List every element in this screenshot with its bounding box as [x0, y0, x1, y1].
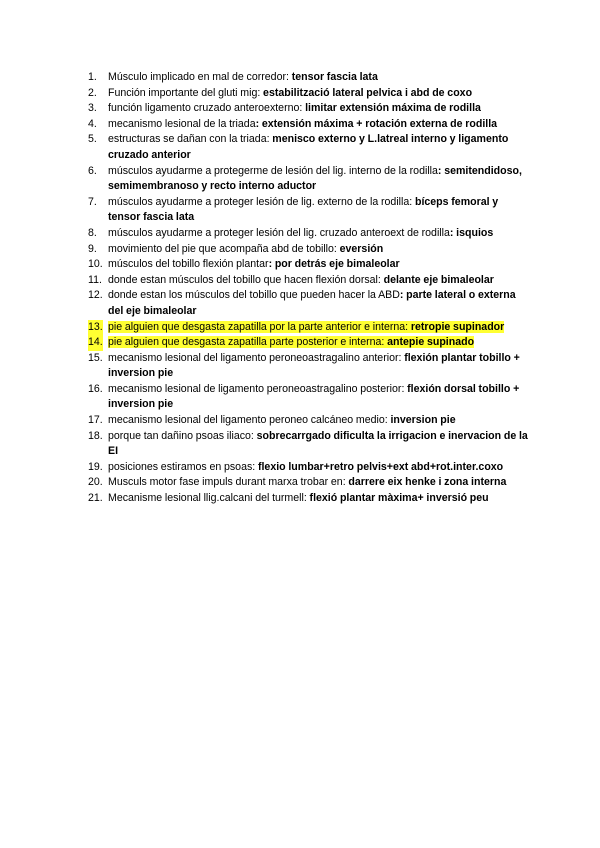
item-number: 16.	[88, 382, 103, 395]
list-item	[88, 273, 530, 289]
item-text	[108, 258, 400, 270]
item-number: 19.	[88, 460, 103, 473]
item-number: 9.	[88, 242, 97, 255]
item-question: posiciones estiramos en psoas:	[108, 460, 258, 473]
item-text	[108, 118, 497, 130]
item-text	[108, 430, 528, 458]
item-answer: : isquios	[449, 226, 494, 239]
item-number: 5.	[88, 133, 97, 146]
item-question: mecanismo lesional de la triada	[108, 117, 256, 130]
item-text	[108, 414, 456, 426]
item-number: 3.	[88, 102, 97, 115]
item-text	[108, 476, 506, 488]
list-item	[88, 413, 530, 429]
item-answer: : extensión máxima + rotación externa de rodilla	[255, 117, 498, 130]
item-text	[108, 71, 378, 83]
item-question: mecanismo lesional del ligamento peroneoastragalino anterior:	[108, 351, 405, 364]
item-question: Músculo implicado en mal de corredor:	[108, 71, 292, 83]
list-item	[88, 101, 530, 117]
item-question: donde estan músculos del tobillo que hacen flexión dorsal:	[108, 273, 384, 286]
item-answer: retropie supinador	[410, 320, 505, 333]
item-answer: bíceps femoral y tensor fascia lata	[108, 195, 499, 224]
item-answer: delante eje bimaleolar	[383, 273, 494, 286]
item-question: mecanismo lesional de ligamento peroneoastragalino posterior:	[108, 382, 408, 395]
list-item	[88, 475, 530, 491]
list-item	[88, 288, 530, 319]
item-answer: darrere eix henke i zona interna	[348, 476, 507, 489]
item-question: función ligamento cruzado anteroexterno:	[108, 102, 306, 115]
item-answer: flexión dorsal tobillo + inversion pie	[108, 382, 520, 411]
list-item	[88, 117, 530, 133]
item-text	[108, 289, 516, 317]
item-number: 21.	[88, 492, 103, 505]
item-number: 7.	[88, 195, 97, 208]
item-number: 14.	[88, 335, 103, 351]
item-answer: eversión	[339, 242, 384, 255]
item-answer: tensor fascia lata	[291, 71, 378, 83]
item-question: Musculs motor fase impuls durant marxa trobar en:	[108, 476, 349, 489]
item-number: 20.	[88, 476, 103, 489]
item-question: músculos del tobillo flexión plantar	[108, 258, 269, 271]
item-text	[108, 196, 498, 224]
item-number: 10.	[88, 258, 103, 271]
item-question: donde estan los músculos del tobillo que pueden hacer la ABD	[108, 289, 400, 302]
item-question: músculos ayudarme a proteger lesión del lig. cruzado anteroext de rodilla	[108, 226, 450, 239]
list-item	[88, 132, 530, 163]
item-number: 6.	[88, 164, 97, 177]
item-answer: sobrecarrgado dificulta la irrigacion e inervacion de la EI	[108, 429, 528, 458]
list-item	[88, 351, 530, 382]
item-question: Mecanisme lesional llig.calcani del turmell:	[108, 492, 310, 505]
item-text	[108, 133, 508, 161]
list-item	[88, 257, 530, 273]
item-answer: inversion pie	[390, 414, 456, 427]
item-number: 15.	[88, 351, 103, 364]
item-number: 4.	[88, 117, 97, 130]
item-text	[108, 274, 494, 286]
list-item	[88, 195, 530, 226]
list-item	[88, 460, 530, 476]
item-answer: : por detrás eje bimaleolar	[268, 258, 400, 271]
item-text	[108, 383, 519, 411]
list-item	[88, 491, 530, 507]
item-answer: antepie supinado	[387, 336, 475, 349]
item-question: pie alguien que desgasta zapatilla parte posterior e interna:	[108, 336, 388, 349]
item-question: porque tan dañino psoas iliaco:	[108, 429, 257, 442]
item-number: 2.	[88, 86, 97, 99]
item-number: 1.	[88, 71, 97, 83]
item-answer: : parte lateral o externa del eje bimaleolar	[108, 289, 516, 317]
list-item	[88, 382, 530, 413]
list-item	[88, 70, 530, 86]
item-question: Función importante del gluti mig:	[108, 86, 264, 99]
item-question: músculos ayudarme a proteger lesión de lig. externo de la rodilla:	[108, 195, 415, 208]
item-text	[108, 243, 383, 255]
item-answer: flexión plantar tobillo + inversion pie	[108, 351, 520, 380]
list-item	[88, 335, 530, 351]
item-number: 13.	[88, 320, 103, 336]
item-answer: flexio lumbar+retro pelvis+ext abd+rot.inter.coxo	[257, 460, 504, 473]
item-number: 18.	[88, 429, 103, 442]
item-answer: menisco externo y L.latreal interno y ligamento cruzado anterior	[108, 133, 509, 161]
list-item	[88, 429, 530, 460]
item-question: músculos ayudarme a protegerme de lesión del lig. interno de la rodilla	[108, 164, 438, 177]
item-text	[108, 102, 481, 114]
item-question: pie alguien que desgasta zapatilla por la parte anterior e interna:	[108, 320, 411, 333]
item-text	[108, 352, 520, 380]
item-question: mecanismo lesional del ligamento peroneo calcáneo medio:	[108, 414, 391, 427]
item-answer: estabilització lateral pelvica i abd de coxo	[263, 86, 473, 99]
item-text	[108, 492, 489, 504]
item-text	[108, 87, 472, 99]
list-item	[88, 226, 530, 242]
item-text	[108, 165, 522, 193]
item-text	[108, 227, 493, 239]
item-answer: : semitendidoso, semimembranoso y recto interno aductor	[108, 164, 522, 193]
item-number: 17.	[88, 414, 103, 427]
item-number: 11.	[88, 273, 102, 286]
item-answer: limitar extensión máxima de rodilla	[305, 102, 481, 115]
question-list	[88, 70, 530, 507]
item-number: 12.	[88, 289, 103, 302]
list-item	[88, 320, 530, 336]
list-item	[88, 242, 530, 258]
list-item	[88, 86, 530, 102]
item-text	[108, 321, 504, 333]
item-answer: flexió plantar màxima+ inversió peu	[309, 492, 489, 505]
list-item	[88, 164, 530, 195]
item-number: 8.	[88, 226, 97, 239]
item-question: estructuras se dañan con la triada:	[108, 133, 273, 146]
item-text	[108, 336, 474, 348]
item-text	[108, 461, 503, 473]
item-question: movimiento del pie que acompaña abd de tobillo:	[108, 242, 340, 255]
